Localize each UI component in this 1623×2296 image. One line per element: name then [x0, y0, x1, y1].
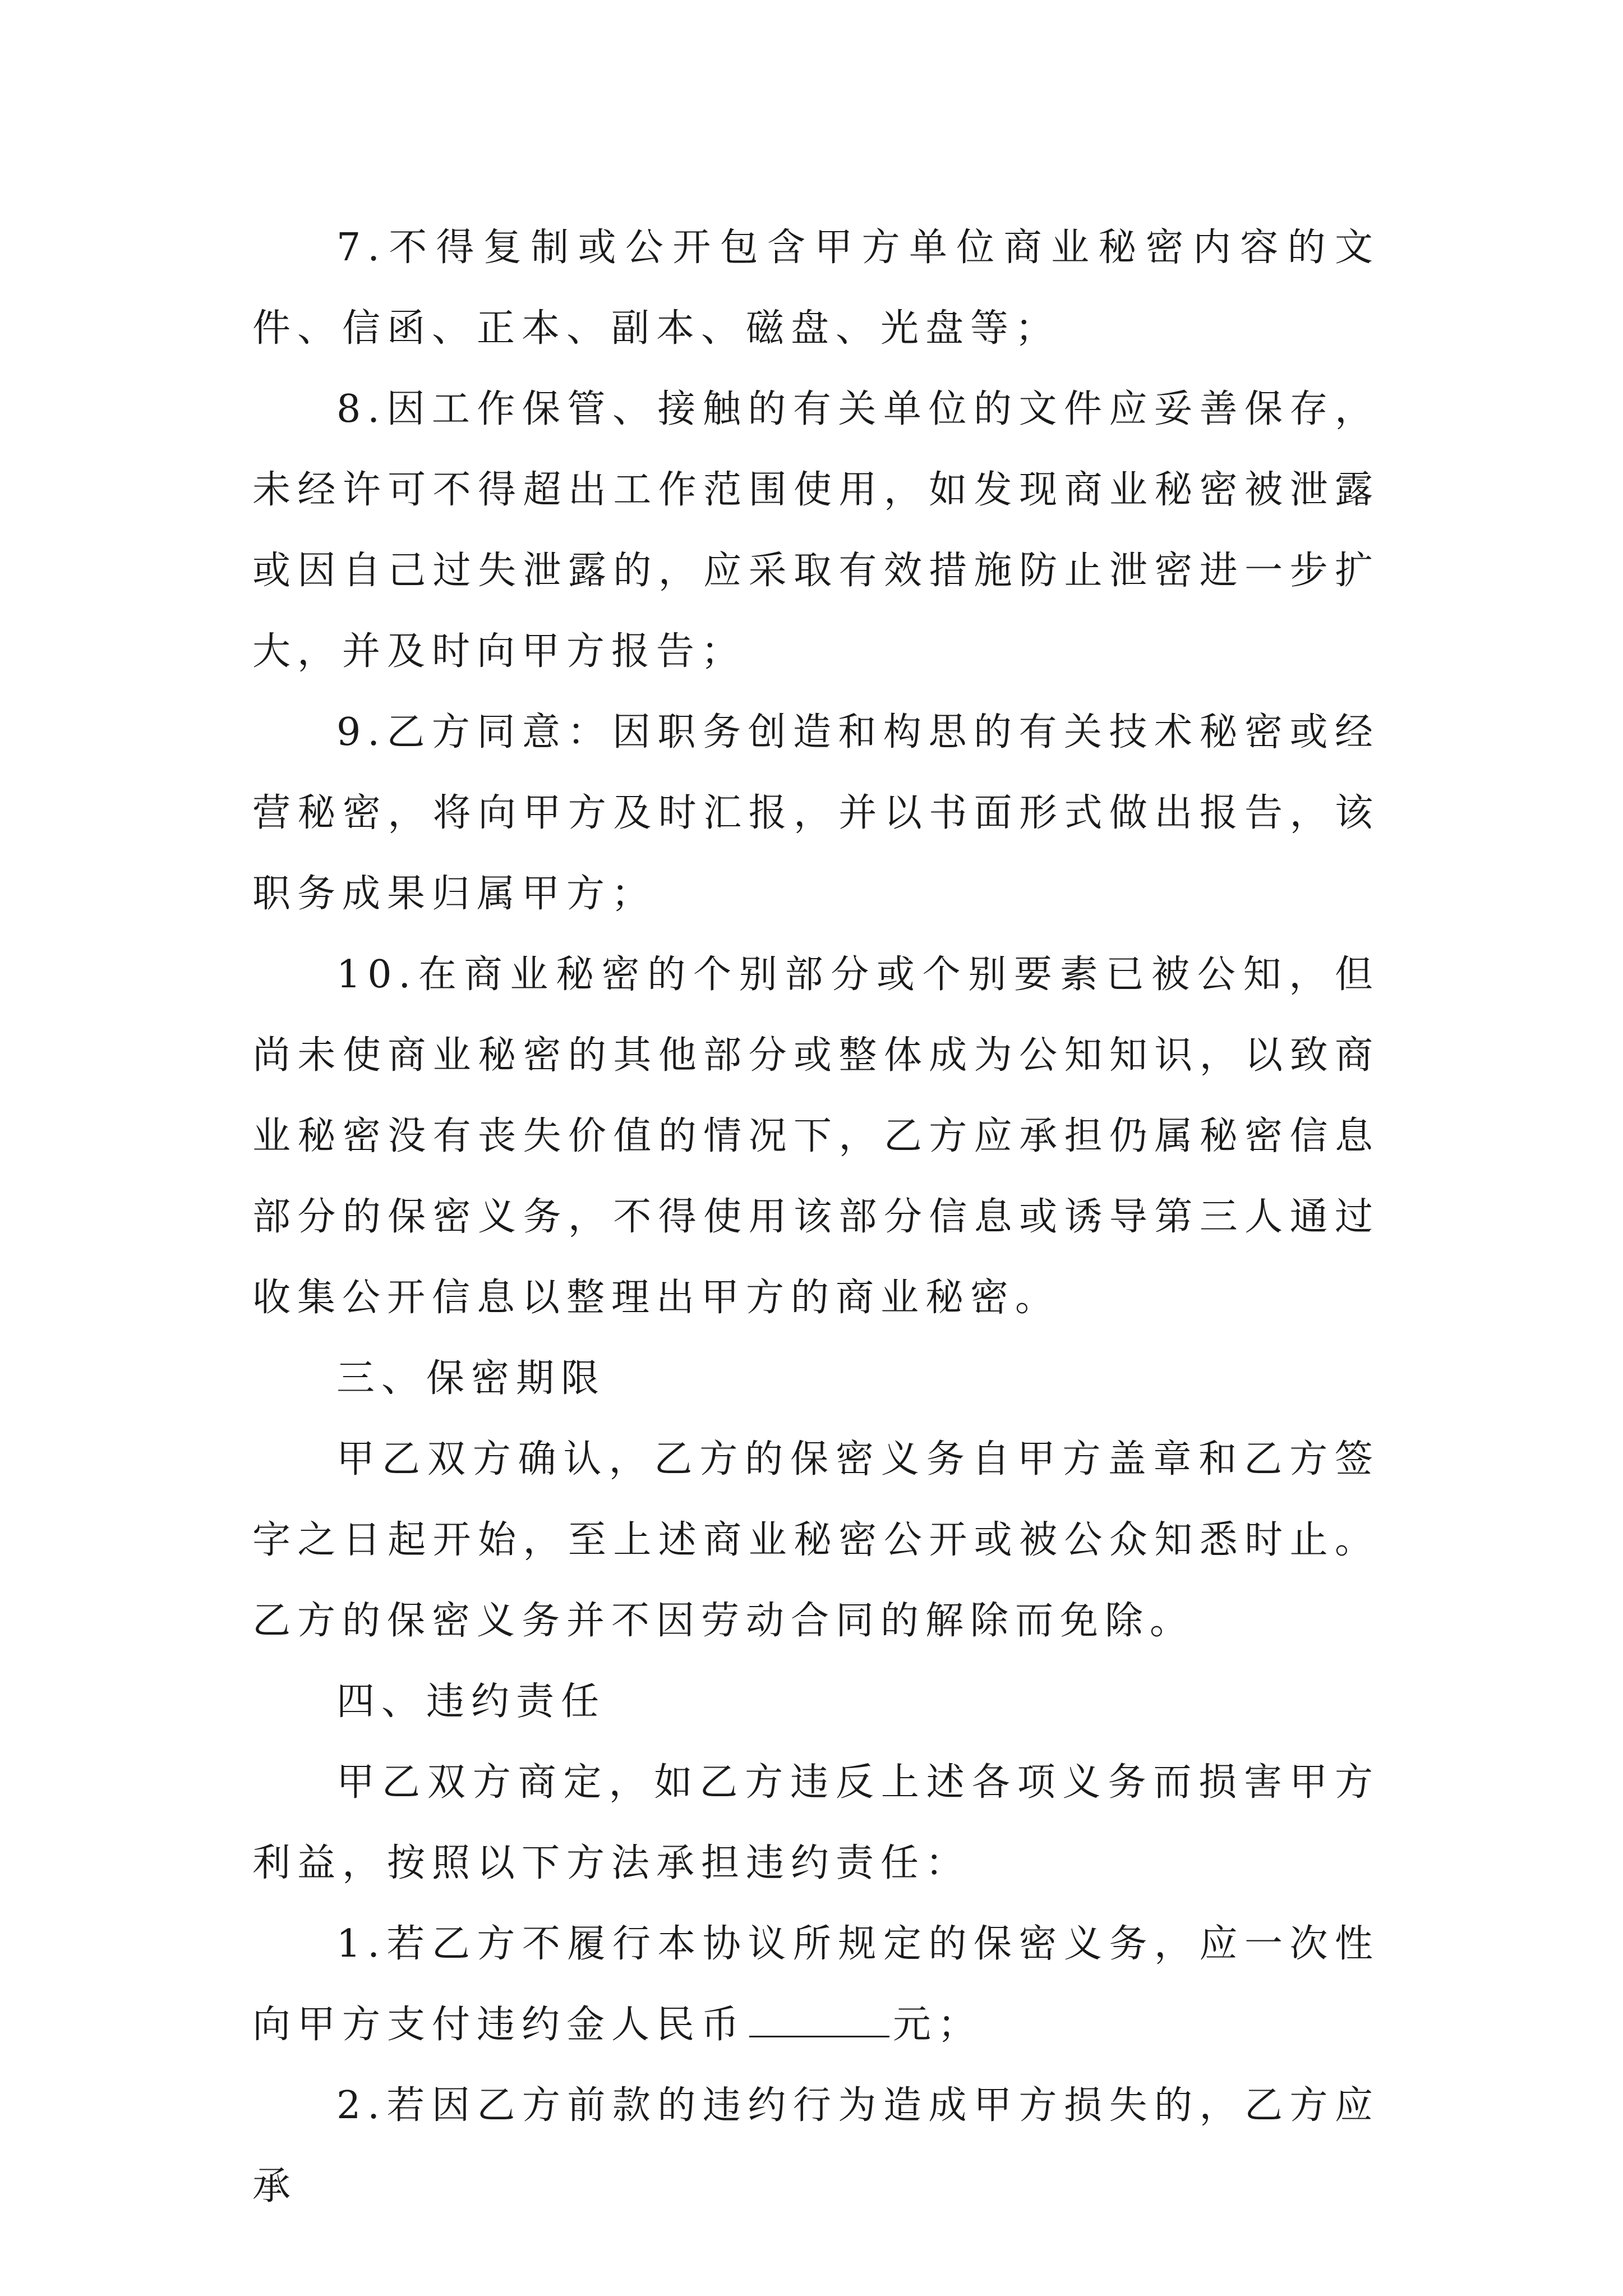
clause-item-7: 7.不得复制或公开包含甲方单位商业秘密内容的文件、信函、正本、副本、磁盘、光盘等； — [252, 226, 1380, 351]
penalty-item-1 — [252, 1904, 1380, 2065]
clause-item-9: 9.乙方同意：因职务创造和构思的有关技术秘密或经营秘密，将向甲方及时汇报，并以书面形式做出报告，该职务成果归属甲方； — [252, 710, 1380, 916]
penalty-item-2: 2.若因乙方前款的违约行为造成甲方损失的，乙方应承 — [252, 2083, 1380, 2208]
clause-item-8: 8.因工作保管、接触的有关单位的文件应妥善保存，未经许可不得超出工作范围使用，如发现商业秘密被泄露或因自己过失泄露的，应采取有效措施防止泄密进一步扩大，并及时向甲方报告； — [252, 387, 1380, 674]
section-4-body: 甲乙双方商定，如乙方违反上述各项义务而损害甲方利益，按照以下方法承担违约责任： — [252, 1760, 1380, 1885]
penalty-item-1-unit: 元； — [893, 2003, 983, 2047]
penalty-item-1-text: 1.若乙方不履行本协议所规定的保密义务，应一次性向甲方支付违约金人民币 — [252, 1922, 1380, 2047]
document-page — [252, 208, 1380, 2227]
clause-item-10: 10.在商业秘密的个别部分或个别要素已被公知，但尚未使商业秘密的其他部分或整体成为公知知识，以致商业秘密没有丧失价值的情况下，乙方应承担仍属秘密信息部分的保密义务，不得使用该部分信息或诱导第三人通过收集公开信息以整理出甲方的商业秘密。 — [252, 953, 1380, 1320]
section-4-heading: 四、违约责任 — [336, 1680, 606, 1724]
section-3-body: 甲乙双方确认，乙方的保密义务自甲方盖章和乙方签字之日起开始，至上述商业秘密公开或被公众知悉时止。乙方的保密义务并不因劳动合同的解除而免除。 — [252, 1437, 1380, 1643]
section-3-heading: 三、保密期限 — [336, 1356, 606, 1401]
amount-blank-line — [749, 2002, 889, 2037]
